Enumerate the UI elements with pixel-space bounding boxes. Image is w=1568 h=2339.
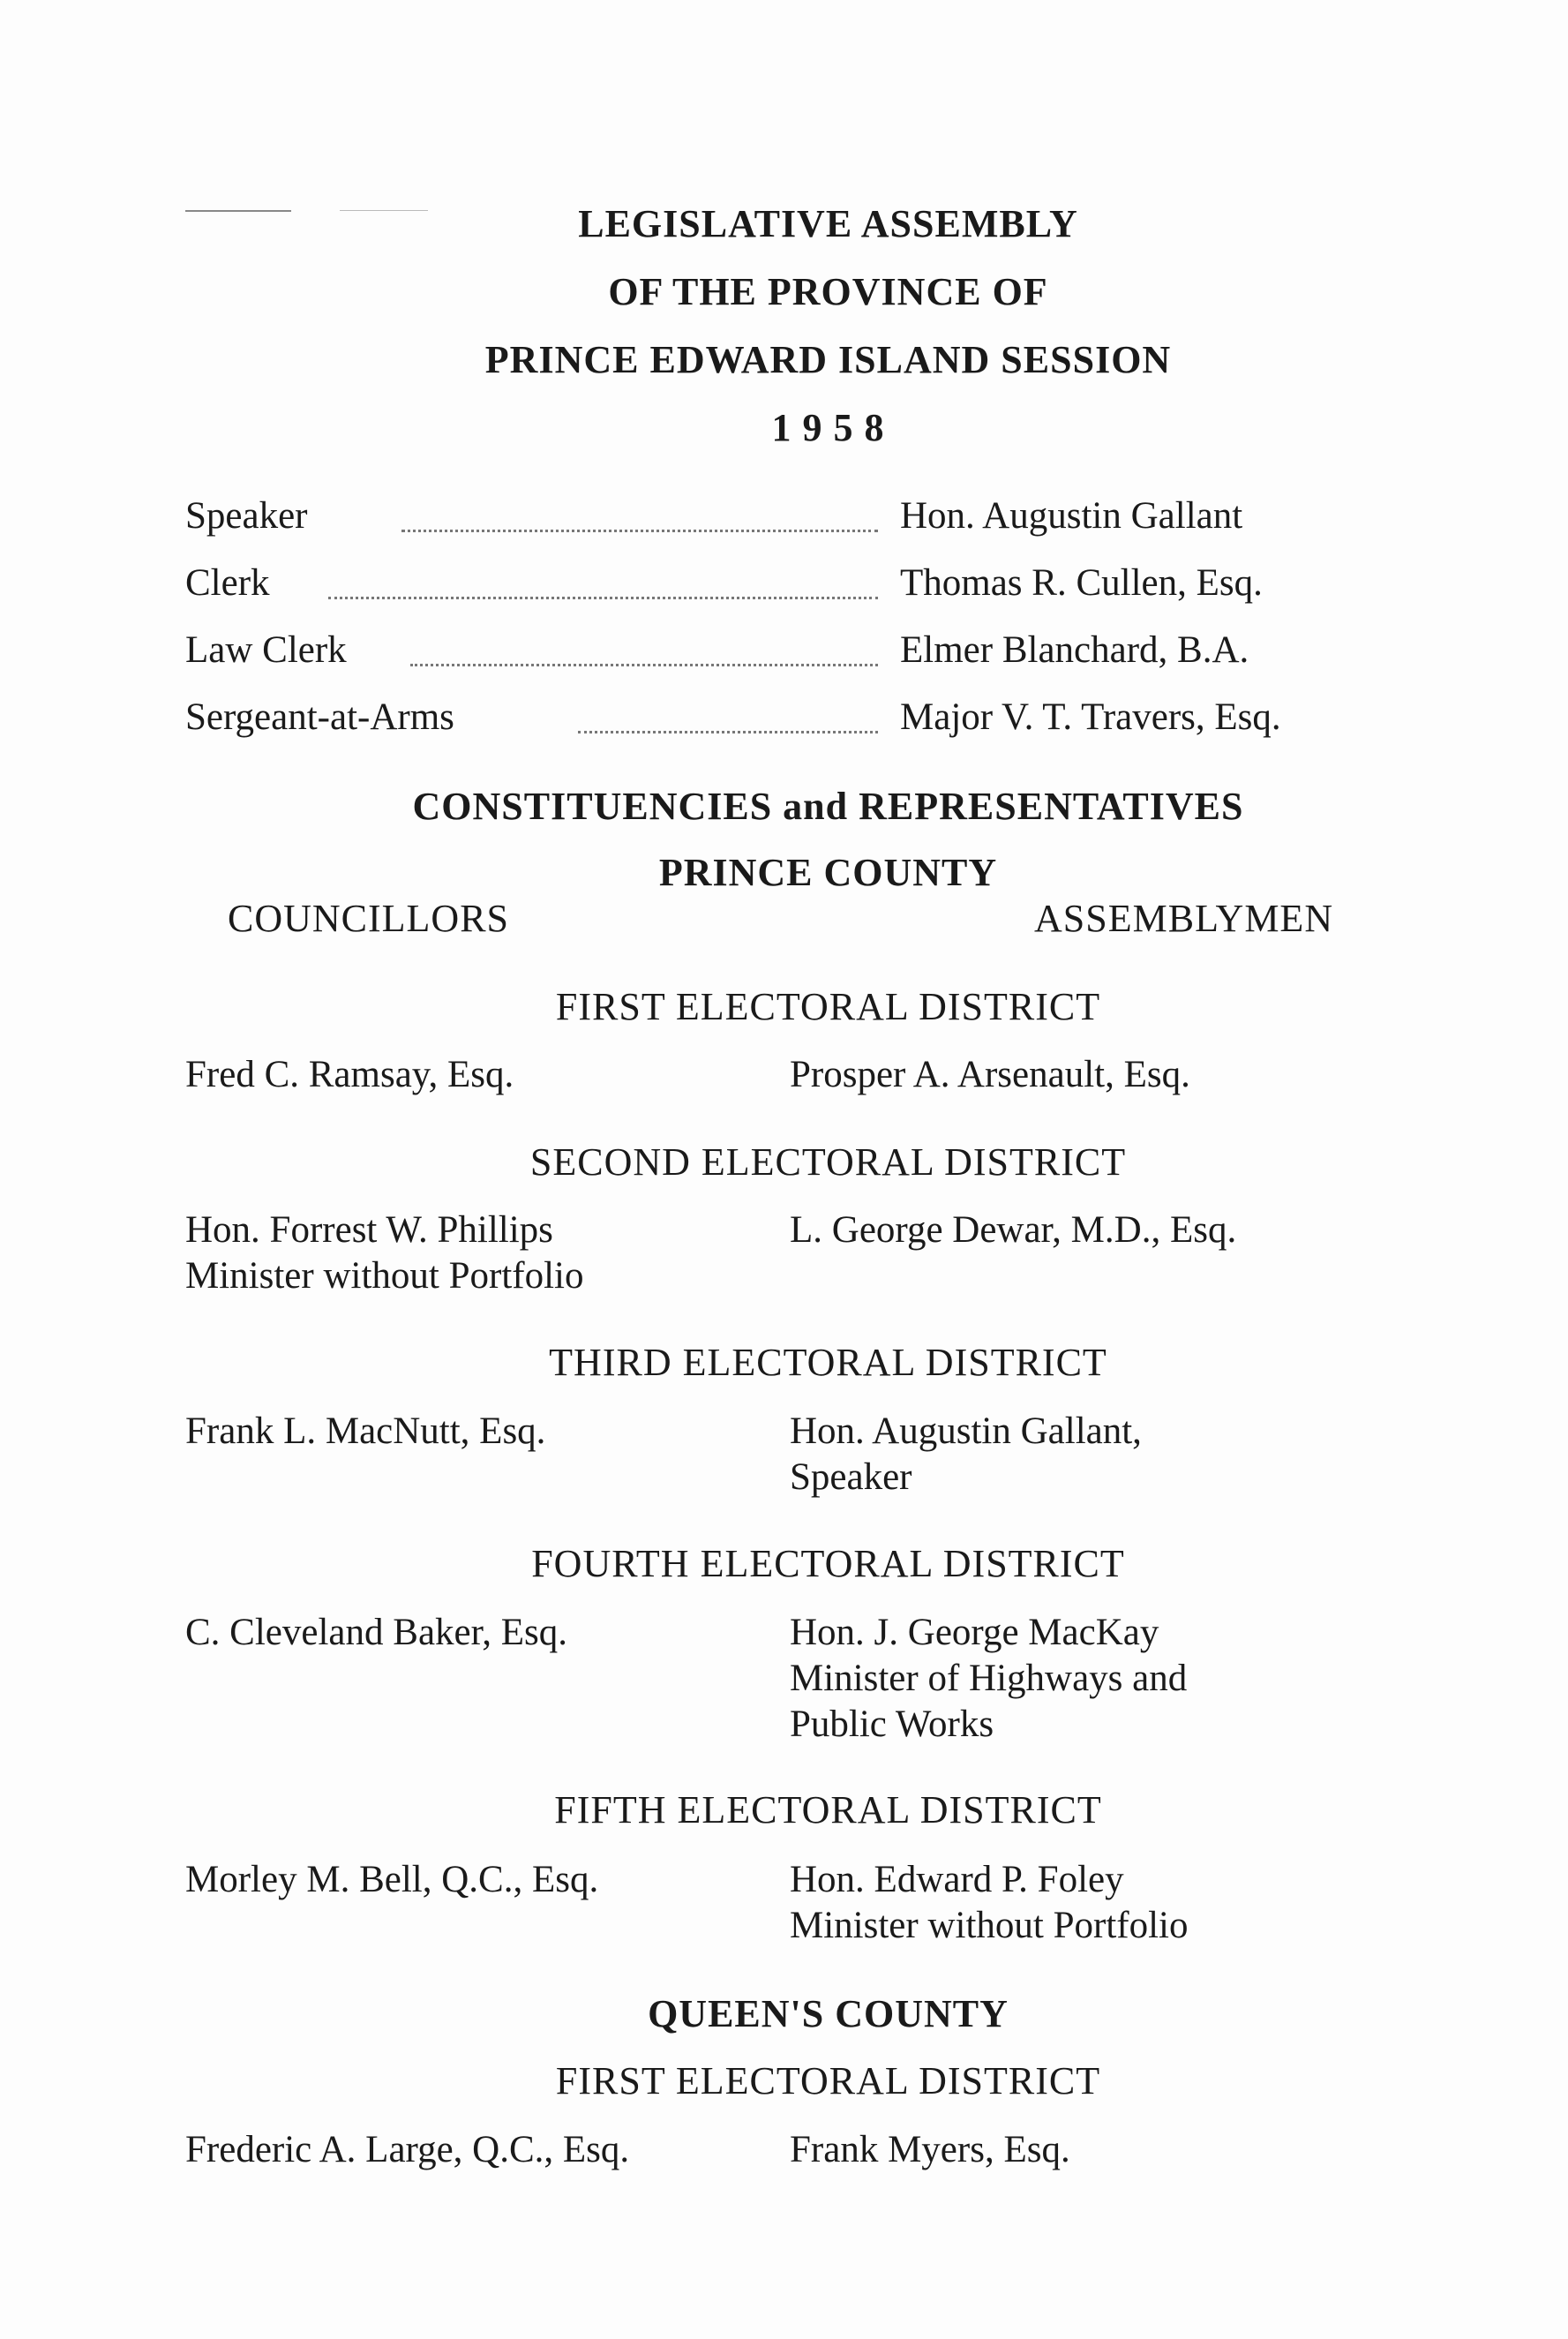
column-header-councillors: COUNCILLORS (228, 897, 510, 940)
councillor-name: Frederic A. Large, Q.C., Esq. (185, 2129, 630, 2170)
assemblyman-name: Hon. Augustin Gallant, (790, 1410, 1142, 1452)
councillor-title: Minister without Portfolio (185, 1255, 584, 1297)
assemblyman-name: L. George Dewar, M.D., Esq. (790, 1209, 1237, 1251)
officer-label: Clerk (185, 562, 270, 604)
officer-label: Law Clerk (185, 629, 347, 671)
district-heading: FOURTH ELECTORAL DISTRICT (531, 1542, 1125, 1585)
column-header-assemblymen: ASSEMBLYMEN (1034, 897, 1334, 940)
officer-name: Hon. Augustin Gallant (900, 495, 1243, 537)
assemblyman-name: Hon. Edward P. Foley (790, 1859, 1124, 1900)
county-title: PRINCE COUNTY (658, 851, 998, 894)
assemblyman-name: Prosper A. Arsenault, Esq. (790, 1054, 1190, 1095)
dot-leader (410, 664, 878, 666)
district-heading: FIRST ELECTORAL DISTRICT (555, 985, 1101, 1028)
officer-name: Major V. T. Travers, Esq. (900, 696, 1281, 738)
assemblyman-name: Hon. J. George MacKay (790, 1612, 1159, 1653)
assemblyman-name: Frank Myers, Esq. (790, 2129, 1070, 2170)
officer-label: Sergeant-at-Arms (185, 696, 454, 738)
assemblyman-title: Public Works (790, 1703, 994, 1745)
assemblyman-title: Speaker (790, 1456, 912, 1498)
header-line-3: PRINCE EDWARD ISLAND SESSION (484, 338, 1172, 381)
councillor-name: Fred C. Ramsay, Esq. (185, 1054, 514, 1095)
councillor-name: Hon. Forrest W. Phillips (185, 1209, 553, 1251)
dot-leader (578, 731, 878, 733)
assemblyman-title: Minister of Highways and (790, 1658, 1188, 1699)
officer-name: Thomas R. Cullen, Esq. (900, 562, 1263, 604)
district-heading: FIFTH ELECTORAL DISTRICT (554, 1788, 1102, 1831)
district-heading: FIRST ELECTORAL DISTRICT (555, 2059, 1101, 2102)
section-title: CONSTITUENCIES and REPRESENTATIVES (412, 785, 1244, 828)
dot-leader (401, 530, 878, 532)
district-heading: THIRD ELECTORAL DISTRICT (549, 1341, 1107, 1384)
councillor-name: Frank L. MacNutt, Esq. (185, 1410, 546, 1452)
councillor-name: C. Cleveland Baker, Esq. (185, 1612, 567, 1653)
assemblyman-title: Minister without Portfolio (790, 1905, 1189, 1946)
district-heading: SECOND ELECTORAL DISTRICT (529, 1140, 1127, 1184)
header-line-1: LEGISLATIVE ASSEMBLY (578, 202, 1078, 245)
officer-name: Elmer Blanchard, B.A. (900, 629, 1249, 671)
session-year: 1 9 5 8 (771, 406, 885, 449)
officer-label: Speaker (185, 495, 308, 537)
councillor-name: Morley M. Bell, Q.C., Esq. (185, 1859, 599, 1900)
county-title: QUEEN'S COUNTY (648, 1992, 1009, 2035)
dot-leader (328, 597, 878, 599)
header-line-2: OF THE PROVINCE OF (608, 270, 1048, 313)
